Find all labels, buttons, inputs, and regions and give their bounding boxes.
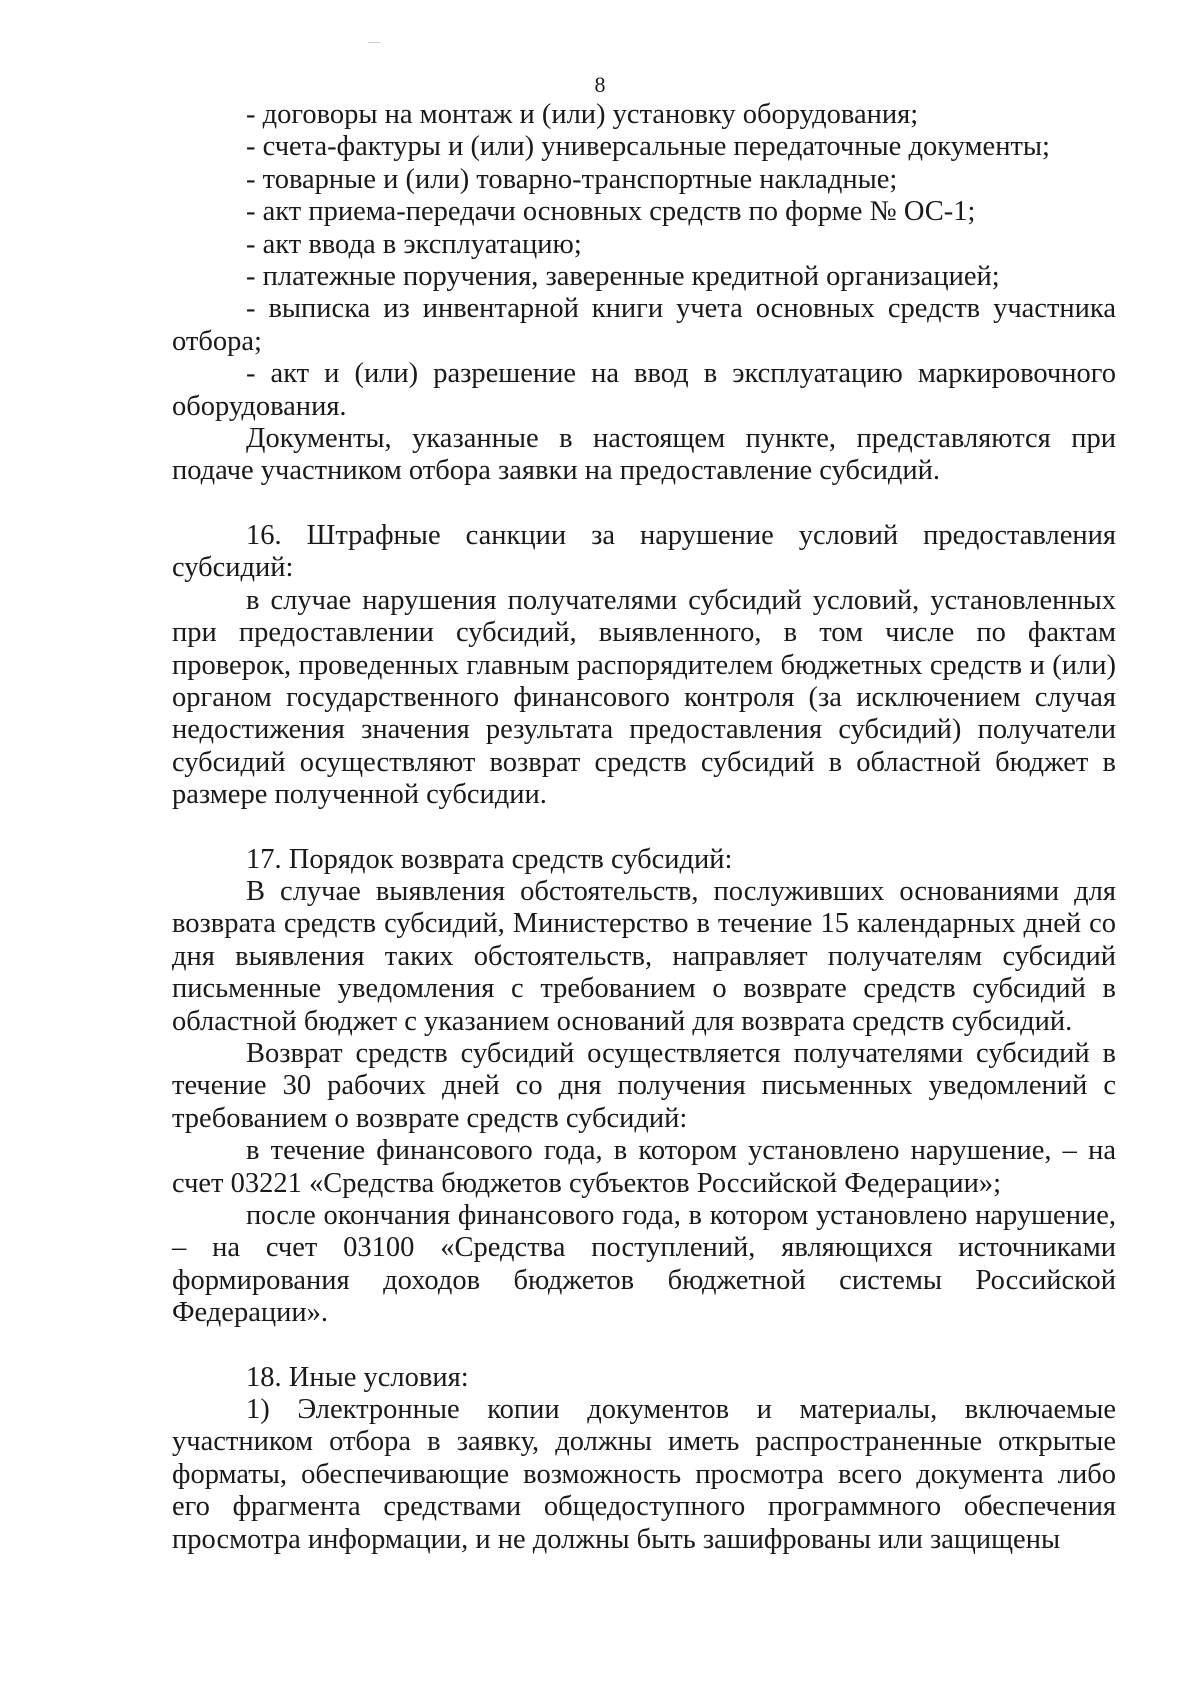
section-17-return-period: Возврат средств субсидий осуществляется получателями субсидий в течение 30 рабочих дней со дня получения письменных уведомлений с требованием о возврате средств субсидий: <box>172 1037 1116 1134</box>
section-16-text: в случае нарушения получателями субсидий условий, установленных при предоставлении субсидий, выявленного, в том числе по фактам проверок, проведенных главным распорядителем бюджетных средств и (или) органом государственного финансового контроля (за исключением случая недостижения значения результата предоставления субсидий) получатели субсидий осуществляют возврат средств субсидий в областной бюджет в размере полученной субсидии. <box>172 584 1116 811</box>
documents-submission-paragraph: Документы, указанные в настоящем пункте, представляются при подаче участником отбора заявки на предоставление субсидий. <box>172 423 1116 487</box>
section-18-item-1: 1) Электронные копии документов и материалы, включаемые участником отбора в заявку, должны иметь распространенные открытые форматы, обеспечивающие возможность просмотра всего документа либо его фрагмента средствами общедоступного программного обеспечения просмотра информации, и не должны быть зашифрованы или защищены <box>172 1394 1116 1555</box>
section-17-current-year-account: в течение финансового года, в котором установлено нарушение, – на счет 03221 «Средства бюджетов субъектов Российской Федерации»; <box>172 1135 1116 1199</box>
document-body <box>172 99 1116 1556</box>
list-item-waybills: - товарные и (или) товарно-транспортные накладные; <box>246 163 898 195</box>
page-number: 8 <box>594 72 606 97</box>
list-item-inventory-extract: - выписка из инвентарной книги учета основных средств участника отбора; <box>172 293 1116 357</box>
list-item-commissioning-act: - акт ввода в эксплуатацию; <box>246 228 582 260</box>
list-item-transfer-act: - акт приема-передачи основных средств по форме № ОС-1; <box>246 196 976 228</box>
list-item-payment-orders: - платежные поручения, заверенные кредитной организацией; <box>246 261 1000 293</box>
list-item-installation-contracts: - договоры на монтаж и (или) установку оборудования; <box>246 99 919 130</box>
section-17-after-year-account: после окончания финансового года, в котором установлено нарушение, – на счет 03100 «Средства поступлений, являющихся источниками формирования доходов бюджетов бюджетной системы Российской Федерации». <box>172 1200 1116 1329</box>
section-18-heading: 18. Иные условия: <box>246 1361 469 1393</box>
section-17-heading: 17. Порядок возврата средств субсидий: <box>246 843 733 875</box>
list-item-invoices: - счета-фактуры и (или) универсальные передаточные документы; <box>246 131 1050 163</box>
section-17-notification: В случае выявления обстоятельств, послуживших основаниями для возврата средств субсидий, Министерство в течение 15 календарных дней со дня выявления таких обстоятельств, направляет получателям субсидий письменные уведомления с требованием о возврате средств субсидий в областной бюджет с указанием оснований для возврата средств субсидий. <box>172 875 1116 1037</box>
scan-artifact <box>368 42 380 43</box>
list-item-marking-equipment-act: - акт и (или) разрешение на ввод в эксплуатацию маркировочного оборудования. <box>172 358 1116 422</box>
section-16-heading: 16. Штрафные санкции за нарушение условий предоставления субсидий: <box>172 519 1116 584</box>
